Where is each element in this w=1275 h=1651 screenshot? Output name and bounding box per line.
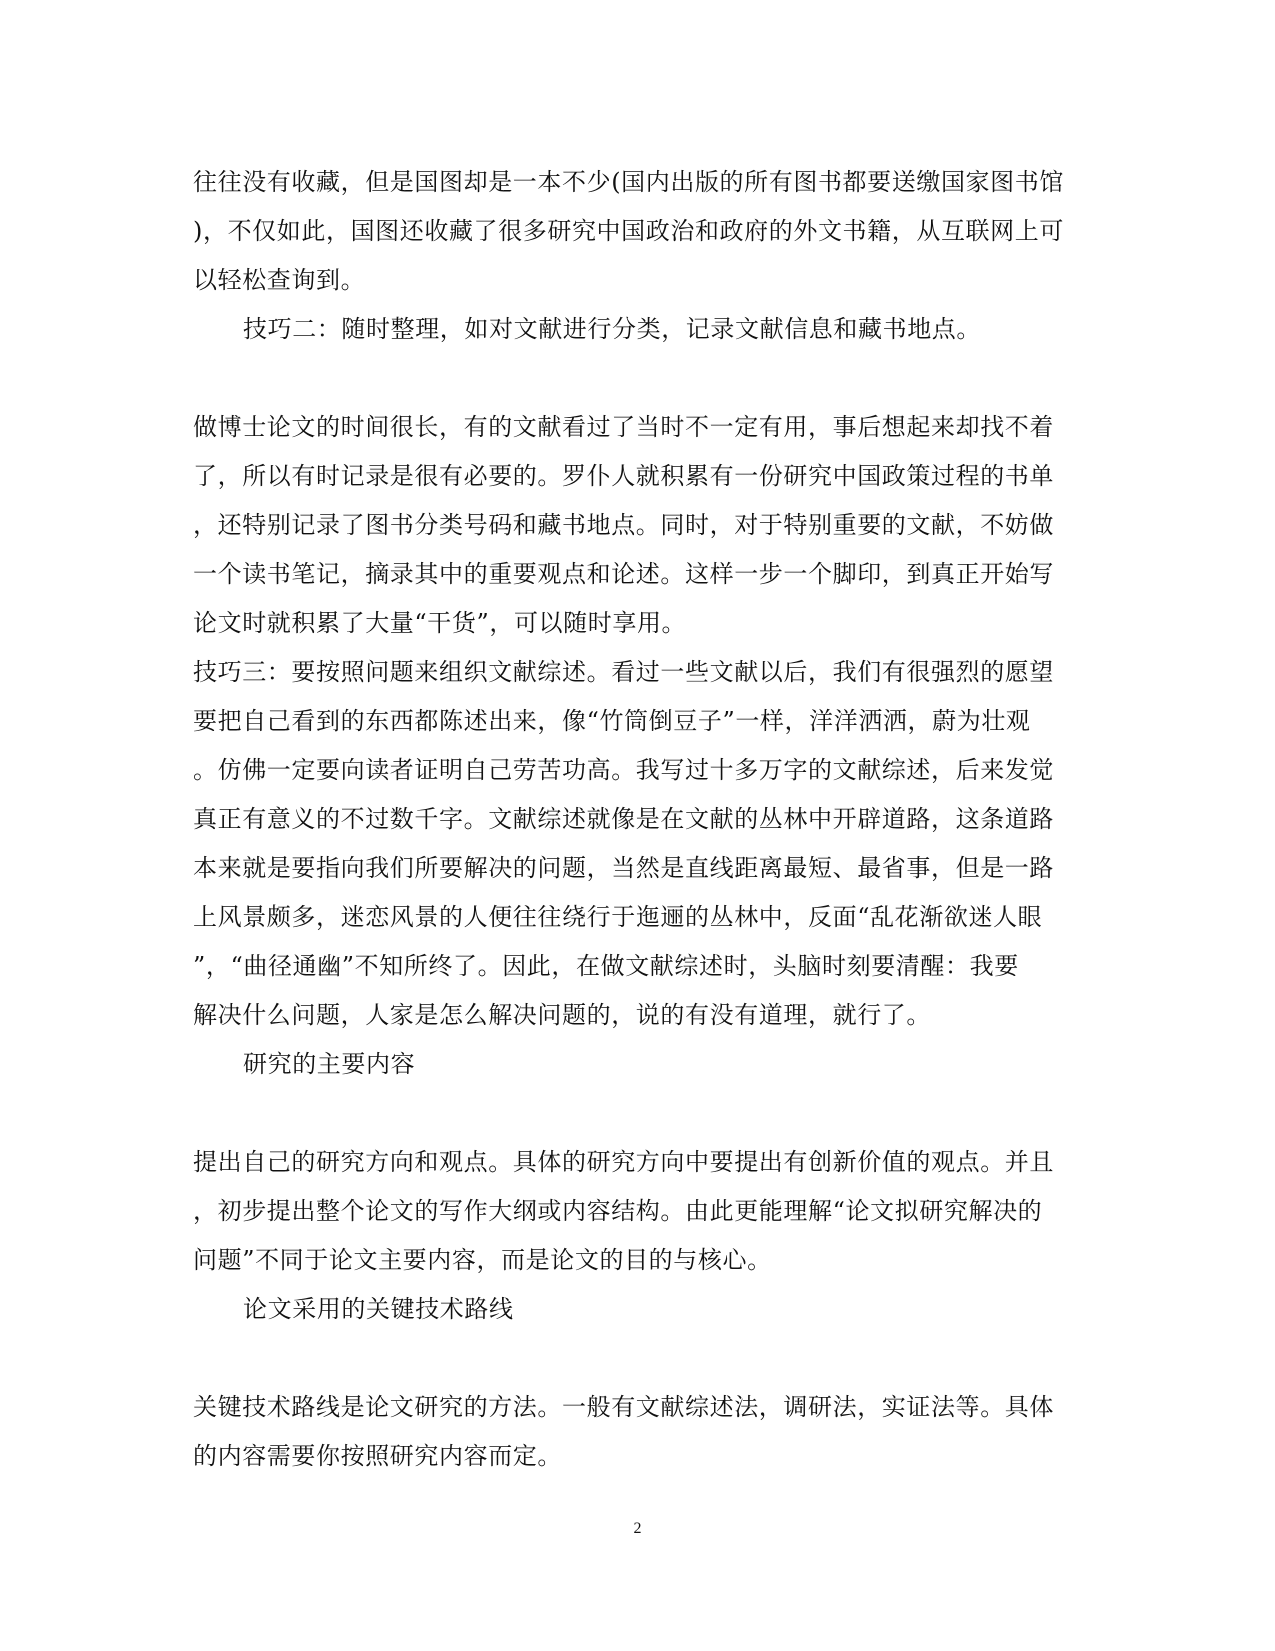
page-body bbox=[193, 158, 1075, 1481]
text-line: ，初步提出整个论文的写作大纲或内容结构。由此更能理解“论文拟研究解决的 bbox=[193, 1197, 1043, 1225]
paragraph-tip-three bbox=[193, 648, 1075, 1040]
text-line: 关键技术路线是论文研究的方法。一般有文献综述法，调研法，实证法等。具体 bbox=[193, 1393, 1054, 1421]
section-heading-tech-route: 论文采用的关键技术路线 bbox=[243, 1295, 514, 1323]
text-line: 要把自己看到的东西都陈述出来，像“竹筒倒豆子”一样，洋洋洒洒，蔚为壮观 bbox=[193, 707, 1031, 735]
text-line: 真正有意义的不过数千字。文献综述就像是在文献的丛林中开辟道路，这条道路 bbox=[193, 805, 1054, 833]
section-heading-main-content: 研究的主要内容 bbox=[243, 1050, 416, 1078]
tip-two-heading: 技巧二：随时整理，如对文献进行分类，记录文献信息和藏书地点。 bbox=[243, 315, 981, 343]
paragraph-tech-route bbox=[193, 1383, 1075, 1481]
text-line: 问题”不同于论文主要内容，而是论文的目的与核心。 bbox=[193, 1246, 772, 1274]
paragraph-library-collection bbox=[193, 158, 1075, 305]
paragraph-spacer bbox=[193, 1089, 1075, 1138]
page-number: 2 bbox=[633, 1520, 642, 1537]
text-line: )，不仅如此，国图还收藏了很多研究中国政治和政府的外文书籍，从互联网上可 bbox=[193, 217, 1064, 245]
text-line: ”，“曲径通幽”不知所终了。因此，在做文献综述时，头脑时刻要清醒：我要 bbox=[193, 952, 1019, 980]
text-line: 的内容需要你按照研究内容而定。 bbox=[193, 1442, 562, 1470]
text-line: 做博士论文的时间很长，有的文献看过了当时不一定有用，事后想起来却找不着 bbox=[193, 413, 1054, 441]
text-line: 往往没有收藏，但是国图却是一本不少(国内出版的所有图书都要送缴国家图书馆 bbox=[193, 168, 1064, 196]
paragraph-record-keeping bbox=[193, 403, 1075, 648]
text-line: 解决什么问题，人家是怎么解决问题的，说的有没有道理，就行了。 bbox=[193, 1001, 931, 1029]
text-line: 。仿佛一定要向读者证明自己劳苦功高。我写过十多万字的文献综述，后来发觉 bbox=[193, 756, 1054, 784]
text-line: 技巧三：要按照问题来组织文献综述。看过一些文献以后，我们有很强烈的愿望 bbox=[193, 658, 1054, 686]
text-line: 一个读书笔记，摘录其中的重要观点和论述。这样一步一个脚印，到真正开始写 bbox=[193, 560, 1054, 588]
paragraph-spacer bbox=[193, 1334, 1075, 1383]
text-line: 本来就是要指向我们所要解决的问题，当然是直线距离最短、最省事，但是一路 bbox=[193, 854, 1054, 882]
text-line: ，还特别记录了图书分类号码和藏书地点。同时，对于特别重要的文献，不妨做 bbox=[193, 511, 1054, 539]
text-line: 论文时就积累了大量“干货”，可以随时享用。 bbox=[193, 609, 687, 637]
paragraph-research-direction bbox=[193, 1138, 1075, 1285]
text-line: 了，所以有时记录是很有必要的。罗仆人就积累有一份研究中国政策过程的书单 bbox=[193, 462, 1054, 490]
text-line: 上风景颇多，迷恋风景的人便往往绕行于迤逦的丛林中，反面“乱花渐欲迷人眼 bbox=[193, 903, 1043, 931]
text-line: 以轻松查询到。 bbox=[193, 266, 366, 294]
paragraph-spacer bbox=[193, 354, 1075, 403]
text-line: 提出自己的研究方向和观点。具体的研究方向中要提出有创新价值的观点。并且 bbox=[193, 1148, 1054, 1176]
